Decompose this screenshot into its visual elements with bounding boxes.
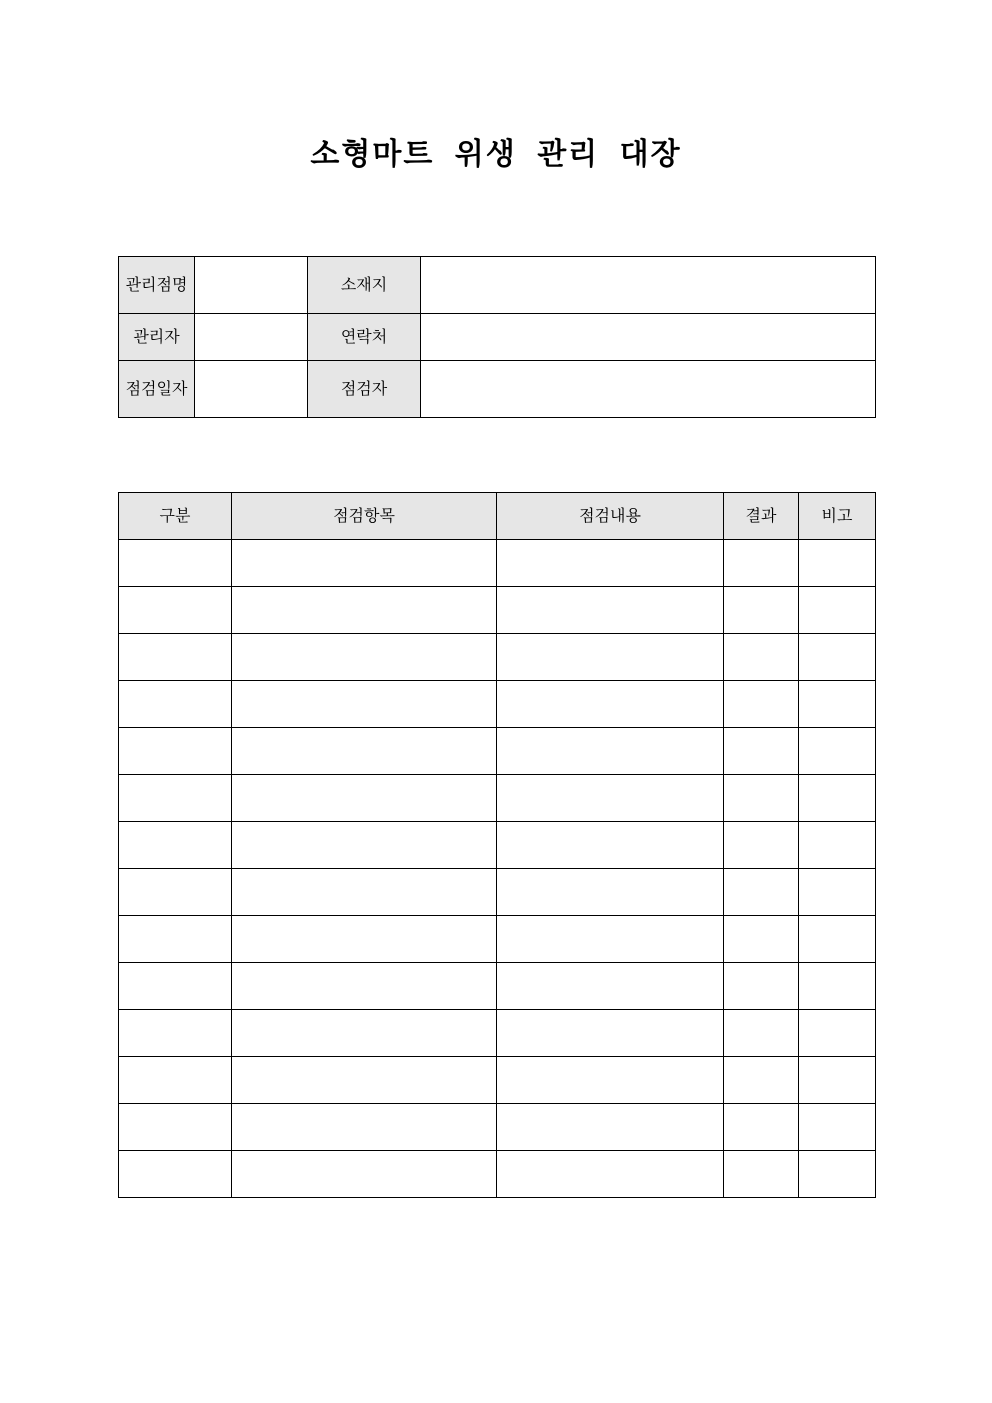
inspection-date-field[interactable] <box>195 361 308 418</box>
checklist-header-row <box>119 493 876 540</box>
table-row <box>119 916 876 963</box>
inspector-field[interactable] <box>421 361 876 418</box>
result-cell[interactable] <box>724 1057 799 1104</box>
check-content-cell[interactable] <box>497 1151 724 1198</box>
check-content-cell[interactable] <box>497 1057 724 1104</box>
remarks-cell[interactable] <box>799 728 876 775</box>
info-table <box>118 256 876 418</box>
check-content-cell[interactable] <box>497 587 724 634</box>
checklist-body <box>119 540 876 1198</box>
manager-field[interactable] <box>195 314 308 361</box>
category-cell[interactable] <box>119 1104 232 1151</box>
table-row <box>119 587 876 634</box>
remarks-cell[interactable] <box>799 587 876 634</box>
table-row <box>119 1151 876 1198</box>
check-item-cell[interactable] <box>232 587 497 634</box>
contact-label: 연락처 <box>308 314 421 361</box>
table-row <box>119 540 876 587</box>
table-row <box>119 1010 876 1057</box>
category-cell[interactable] <box>119 1057 232 1104</box>
check-content-cell[interactable] <box>497 540 724 587</box>
remarks-cell[interactable] <box>799 1151 876 1198</box>
result-cell[interactable] <box>724 1104 799 1151</box>
check-item-cell[interactable] <box>232 1151 497 1198</box>
remarks-cell[interactable] <box>799 681 876 728</box>
check-content-cell[interactable] <box>497 916 724 963</box>
result-cell[interactable] <box>724 963 799 1010</box>
result-cell[interactable] <box>724 681 799 728</box>
header-remarks: 비고 <box>799 493 876 540</box>
check-content-cell[interactable] <box>497 963 724 1010</box>
remarks-cell[interactable] <box>799 540 876 587</box>
manager-label: 관리자 <box>119 314 195 361</box>
table-row <box>119 1104 876 1151</box>
category-cell[interactable] <box>119 728 232 775</box>
table-row <box>119 775 876 822</box>
table-row <box>119 1057 876 1104</box>
check-content-cell[interactable] <box>497 681 724 728</box>
check-content-cell[interactable] <box>497 634 724 681</box>
result-cell[interactable] <box>724 916 799 963</box>
check-item-cell[interactable] <box>232 1010 497 1057</box>
result-cell[interactable] <box>724 634 799 681</box>
page-title: 소형마트 위생 관리 대장 <box>310 137 682 172</box>
store-name-field[interactable] <box>195 257 308 314</box>
check-item-cell[interactable] <box>232 1104 497 1151</box>
table-row <box>119 728 876 775</box>
header-check-content: 점검내용 <box>497 493 724 540</box>
check-content-cell[interactable] <box>497 869 724 916</box>
remarks-cell[interactable] <box>799 634 876 681</box>
remarks-cell[interactable] <box>799 916 876 963</box>
result-cell[interactable] <box>724 728 799 775</box>
remarks-cell[interactable] <box>799 775 876 822</box>
check-content-cell[interactable] <box>497 775 724 822</box>
location-label: 소재지 <box>308 257 421 314</box>
table-row <box>119 681 876 728</box>
category-cell[interactable] <box>119 916 232 963</box>
check-item-cell[interactable] <box>232 916 497 963</box>
result-cell[interactable] <box>724 1010 799 1057</box>
category-cell[interactable] <box>119 869 232 916</box>
inspector-label: 점검자 <box>308 361 421 418</box>
category-cell[interactable] <box>119 634 232 681</box>
category-cell[interactable] <box>119 822 232 869</box>
check-item-cell[interactable] <box>232 728 497 775</box>
table-row <box>119 822 876 869</box>
category-cell[interactable] <box>119 1151 232 1198</box>
category-cell[interactable] <box>119 1010 232 1057</box>
check-content-cell[interactable] <box>497 728 724 775</box>
check-item-cell[interactable] <box>232 869 497 916</box>
category-cell[interactable] <box>119 963 232 1010</box>
result-cell[interactable] <box>724 822 799 869</box>
category-cell[interactable] <box>119 540 232 587</box>
table-row <box>119 869 876 916</box>
info-row-inspection <box>119 361 876 418</box>
table-row <box>119 963 876 1010</box>
check-content-cell[interactable] <box>497 1104 724 1151</box>
result-cell[interactable] <box>724 775 799 822</box>
remarks-cell[interactable] <box>799 869 876 916</box>
check-item-cell[interactable] <box>232 963 497 1010</box>
result-cell[interactable] <box>724 1151 799 1198</box>
remarks-cell[interactable] <box>799 1010 876 1057</box>
store-name-label: 관리점명 <box>119 257 195 314</box>
location-field[interactable] <box>421 257 876 314</box>
result-cell[interactable] <box>724 540 799 587</box>
header-category: 구분 <box>119 493 232 540</box>
info-row-store <box>119 257 876 314</box>
contact-field[interactable] <box>421 314 876 361</box>
check-item-cell[interactable] <box>232 775 497 822</box>
check-item-cell[interactable] <box>232 822 497 869</box>
check-item-cell[interactable] <box>232 681 497 728</box>
checklist-table <box>118 492 876 1198</box>
header-result: 결과 <box>724 493 799 540</box>
category-cell[interactable] <box>119 587 232 634</box>
category-cell[interactable] <box>119 775 232 822</box>
table-row <box>119 634 876 681</box>
check-content-cell[interactable] <box>497 822 724 869</box>
remarks-cell[interactable] <box>799 1104 876 1151</box>
remarks-cell[interactable] <box>799 1057 876 1104</box>
header-check-item: 점검항목 <box>232 493 497 540</box>
remarks-cell[interactable] <box>799 822 876 869</box>
result-cell[interactable] <box>724 587 799 634</box>
check-item-cell[interactable] <box>232 1057 497 1104</box>
remarks-cell[interactable] <box>799 963 876 1010</box>
check-content-cell[interactable] <box>497 1010 724 1057</box>
info-row-manager <box>119 314 876 361</box>
result-cell[interactable] <box>724 869 799 916</box>
inspection-date-label: 점검일자 <box>119 361 195 418</box>
check-item-cell[interactable] <box>232 540 497 587</box>
category-cell[interactable] <box>119 681 232 728</box>
check-item-cell[interactable] <box>232 634 497 681</box>
